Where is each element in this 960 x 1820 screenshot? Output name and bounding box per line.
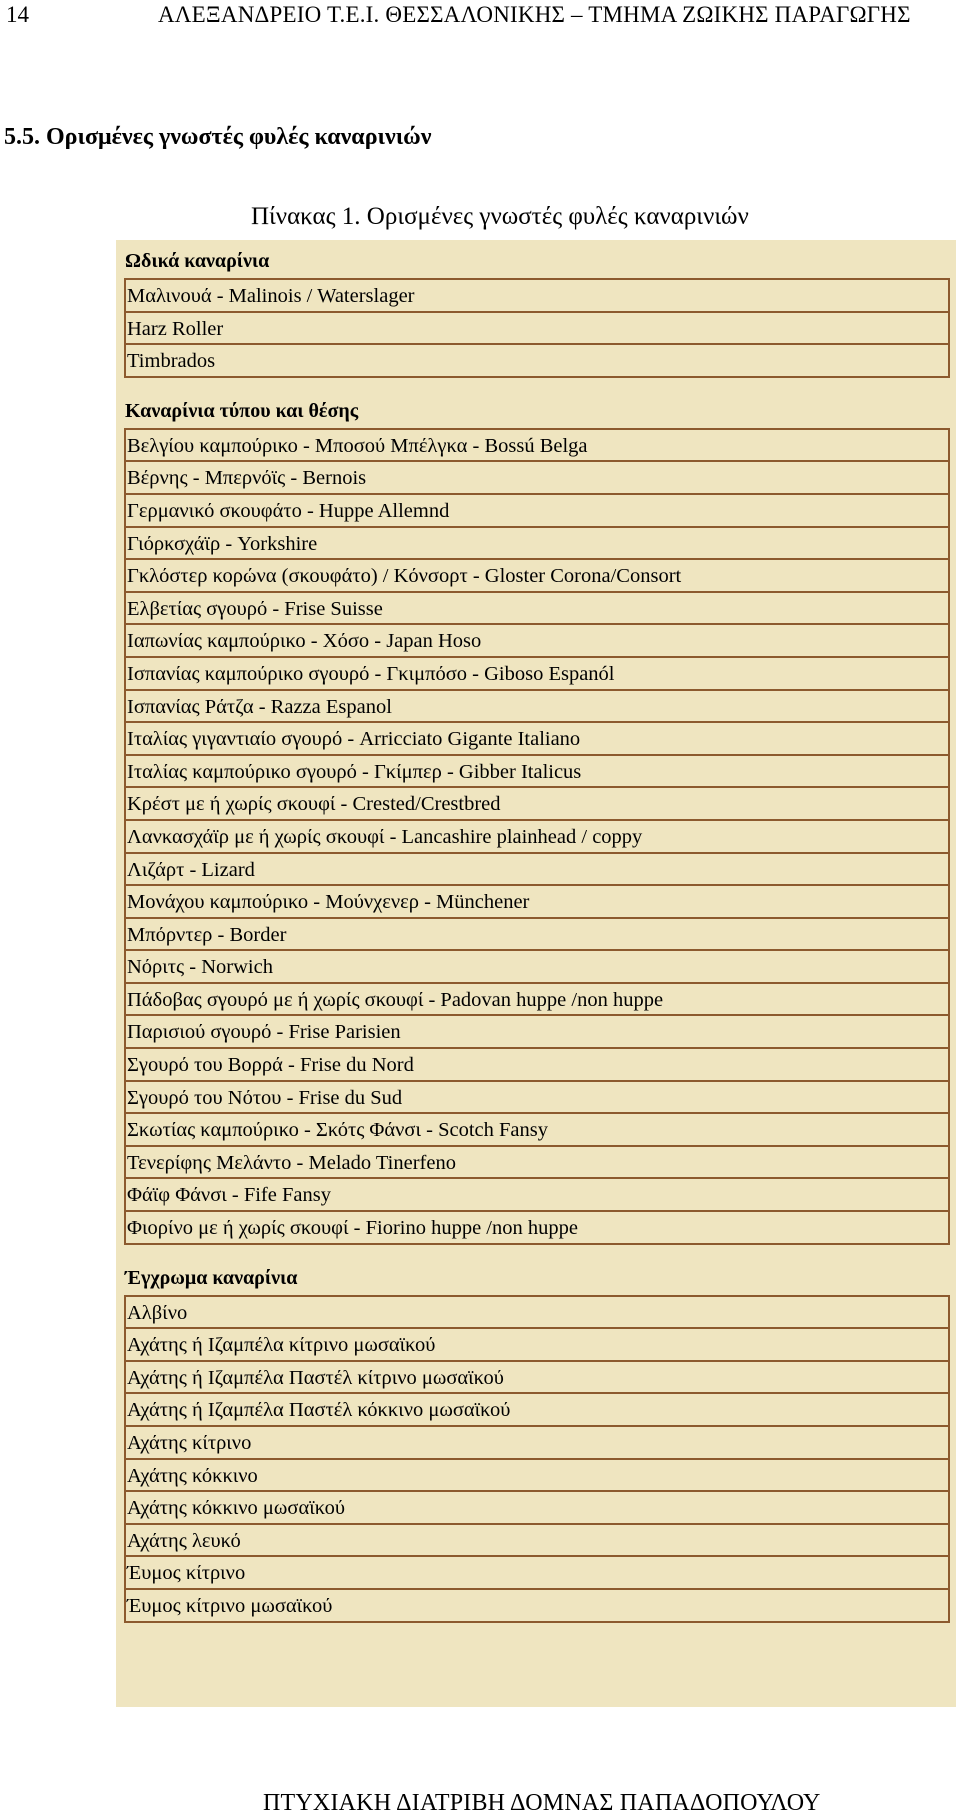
table-row: Πάδοβας σγουρό με ή χωρίς σκουφί - Padovan huppe /non huppe xyxy=(124,984,950,1017)
table-row: Νόριτς - Norwich xyxy=(124,951,950,984)
table-row: Αχάτης ή Ιζαμπέλα Παστέλ κόκκινο μωσαϊκού xyxy=(124,1394,950,1427)
table-caption: Πίνακας 1. Ορισμένες γνωστές φυλές καναρινιών xyxy=(251,203,749,230)
group-title: Καναρίνια τύπου και θέσης xyxy=(125,399,359,422)
table-row: Ιαπωνίας καμπούρικο - Χόσο - Japan Hoso xyxy=(124,625,950,658)
table-row: Έυμος κίτρινο μωσαϊκού xyxy=(124,1590,950,1623)
group-rows xyxy=(124,428,950,1245)
table-row: Γερμανικό σκουφάτο - Huppe Allemnd xyxy=(124,495,950,528)
table-group xyxy=(124,394,950,1245)
table-row: Αχάτης ή Ιζαμπέλα Παστέλ κίτρινο μωσαϊκού xyxy=(124,1362,950,1395)
table-row: Βέρνης - Μπερνόϊς - Bernois xyxy=(124,462,950,495)
table-row: Σγουρό του Νότου - Frise du Sud xyxy=(124,1082,950,1115)
table-row: Ιταλίας καμπούρικο σγουρό - Γκίμπερ - Gibber Italicus xyxy=(124,756,950,789)
group-title: Ωδικά καναρίνια xyxy=(125,250,270,272)
table-row: Γκλόστερ κορώνα (σκουφάτο) / Κόνσορτ - Gloster Corona/Consort xyxy=(124,560,950,593)
table-row: Μπόρντερ - Border xyxy=(124,919,950,952)
table-row: Λανκασχάϊρ με ή χωρίς σκουφί - Lancashire plainhead / coppy xyxy=(124,821,950,854)
table-row: Αχάτης ή Ιζαμπέλα κίτρινο μωσαϊκού xyxy=(124,1329,950,1362)
page-footer: ΠΤΥΧΙΑΚΗ ΔΙΑΤΡΙΒΗ ΔΟΜΝΑΣ ΠΑΠΑΔΟΠΟΥΛΟΥ xyxy=(263,1790,821,1816)
table-row: Harz Roller xyxy=(124,313,950,346)
breeds-table xyxy=(116,240,956,1707)
table-row: Έυμος κίτρινο xyxy=(124,1557,950,1590)
table-row: Γιόρκσχάϊρ - Yorkshire xyxy=(124,528,950,561)
table-row: Σκωτίας καμπούρικο - Σκότς Φάνσι - Scotch Fansy xyxy=(124,1114,950,1147)
page-header xyxy=(6,0,954,34)
table-row: Μονάχου καμπούρικο - Μούνχενερ - Münchener xyxy=(124,886,950,919)
table-row: Φάϊφ Φάνσι - Fife Fansy xyxy=(124,1179,950,1212)
table-row: Τενερίφης Μελάντο - Melado Tinerfeno xyxy=(124,1147,950,1180)
page-number: 14 xyxy=(6,2,29,27)
table-row: Timbrados xyxy=(124,345,950,378)
table-row: Αχάτης κόκκινο xyxy=(124,1460,950,1493)
table-row: Ισπανίας Ράτζα - Razza Espanol xyxy=(124,691,950,724)
group-rows xyxy=(124,1295,950,1623)
table-row: Αχάτης κόκκινο μωσαϊκού xyxy=(124,1492,950,1525)
table-row: Αχάτης κίτρινο xyxy=(124,1427,950,1460)
table-row: Σγουρό του Βορρά - Frise du Nord xyxy=(124,1049,950,1082)
table-row: Μαλινουά - Malinois / Waterslager xyxy=(124,280,950,313)
table-row: Ελβετίας σγουρό - Frise Suisse xyxy=(124,593,950,626)
section-heading: 5.5. Ορισμένες γνωστές φυλές καναρινιών xyxy=(4,124,432,150)
table-row: Βελγίου καμπούρικο - Μποσού Μπέλγκα - Bossú Belga xyxy=(124,430,950,463)
table-group xyxy=(124,244,950,378)
table-row: Αχάτης λευκό xyxy=(124,1525,950,1558)
table-row: Αλβίνο xyxy=(124,1297,950,1330)
table-row: Ισπανίας καμπούρικο σγουρό - Γκιμπόσο - Giboso Espanól xyxy=(124,658,950,691)
table-row: Κρέστ με ή χωρίς σκουφί - Crested/Crestbred xyxy=(124,788,950,821)
group-rows xyxy=(124,278,950,378)
group-title: Έγχρωμα καναρίνια xyxy=(125,1266,298,1289)
table-row: Ιταλίας γιγαντιαίο σγουρό - Arricciato Gigante Italiano xyxy=(124,723,950,756)
table-row: Παρισιού σγουρό - Frise Parisien xyxy=(124,1016,950,1049)
table-group xyxy=(124,1261,950,1623)
table-row: Φιορίνο με ή χωρίς σκουφί - Fiorino huppe /non huppe xyxy=(124,1212,950,1245)
running-header-title: ΑΛΕΞΑΝΔΡΕΙΟ Τ.Ε.Ι. ΘΕΣΣΑΛΟΝΙΚΗΣ – ΤΜΗΜΑ ΖΩΙΚΗΣ ΠΑΡΑΓΩΓΗΣ xyxy=(158,2,911,27)
table-row: Λιζάρτ - Lizard xyxy=(124,854,950,887)
